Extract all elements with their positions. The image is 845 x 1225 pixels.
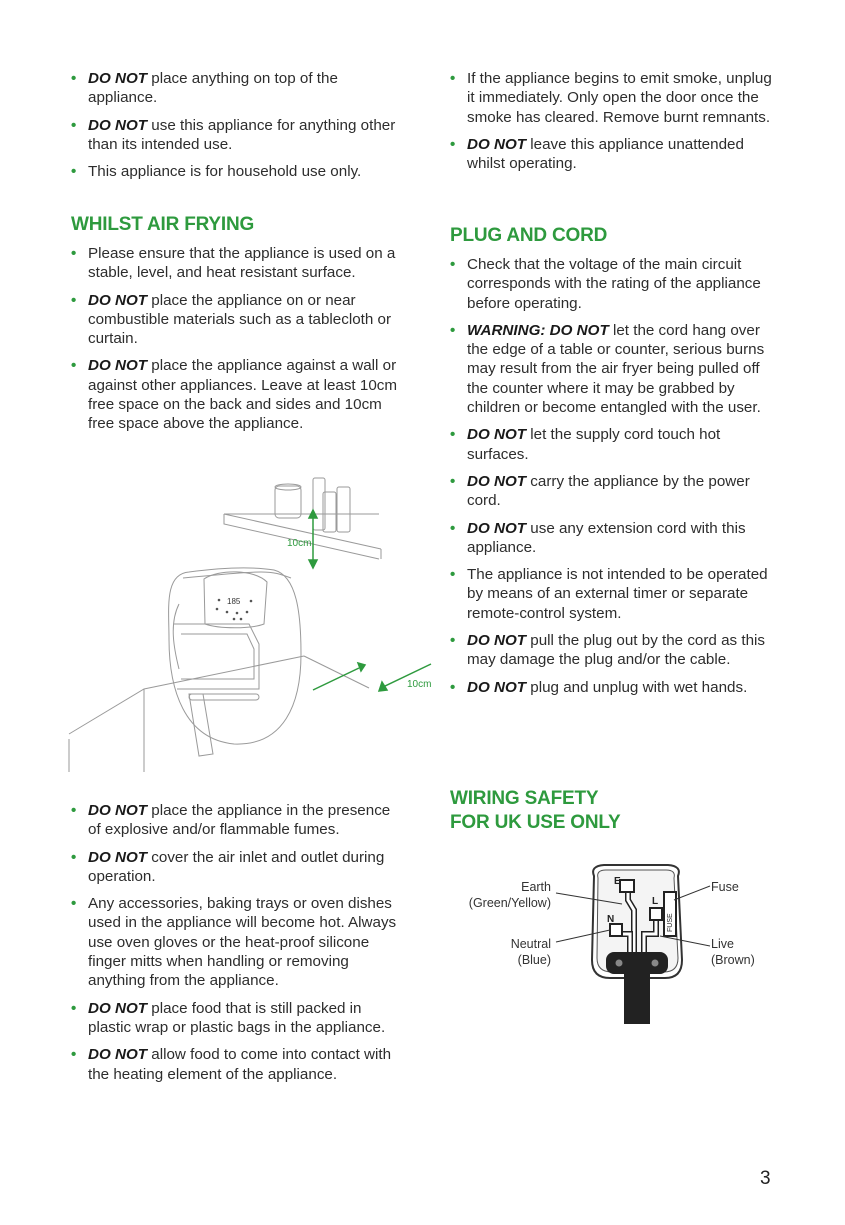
emphasis-text: DO NOT <box>88 357 148 375</box>
bullet-item <box>450 255 780 313</box>
bullet-text: pull the plug out by the cord as this may damage the plug and/or the cable. <box>467 632 765 669</box>
bullet-item <box>450 425 780 464</box>
bullet-dot-icon: • <box>450 519 456 537</box>
bullet-dot-icon: • <box>71 895 77 913</box>
emphasis-text: DO NOT <box>467 632 527 650</box>
bullet-item <box>450 631 780 670</box>
bullet-item <box>71 999 406 1038</box>
bullet-dot-icon: • <box>71 1046 77 1064</box>
bullet-text: place the appliance on or near combustible materials such as a tablecloth or curtain. <box>88 291 392 348</box>
heading-for-uk-use-only: FOR UK USE ONLY <box>450 812 621 833</box>
label-earth-color: (Green/Yellow) <box>468 896 551 910</box>
bullet-dot-icon: • <box>71 163 77 181</box>
bullet-item <box>450 135 780 174</box>
bullet-dot-icon: • <box>450 426 456 444</box>
bullet-item <box>71 291 406 349</box>
left-safety-list-c <box>71 801 406 1092</box>
emphasis-text: DO NOT <box>467 519 527 537</box>
bullet-dot-icon: • <box>450 135 456 153</box>
label-fuse: Fuse <box>711 880 739 894</box>
label-neutral: Neutral <box>510 937 551 951</box>
bullet-text: carry the appliance by the power cord. <box>467 472 750 510</box>
bullet-item <box>71 1045 406 1084</box>
fuse-body-label: FUSE <box>667 913 674 932</box>
bullet-item <box>71 162 406 181</box>
page-number: 3 <box>760 1168 771 1189</box>
bullet-dot-icon: • <box>71 291 77 309</box>
uk-plug-wiring-diagram <box>460 860 780 1025</box>
label-live: Live <box>711 937 734 951</box>
bullet-text: allow food to come into contact with the heating element of the appliance. <box>88 1046 392 1083</box>
bullet-dot-icon: • <box>71 848 77 866</box>
emphasis-text: DO NOT <box>467 135 527 153</box>
heading-plug-and-cord: PLUG AND CORD <box>450 225 608 246</box>
bullet-item <box>450 519 780 558</box>
bullet-item <box>71 244 406 283</box>
left-safety-list-a <box>71 69 406 189</box>
bullet-dot-icon: • <box>71 802 77 819</box>
bullet-item <box>71 894 406 990</box>
bullet-item <box>450 565 780 623</box>
emphasis-text: DO NOT <box>88 116 148 134</box>
label-live-color: (Brown) <box>711 953 755 967</box>
display-readout: 185 <box>227 597 241 606</box>
emphasis-text: DO NOT <box>88 802 148 819</box>
bullet-dot-icon: • <box>71 70 77 87</box>
emphasis-text: DO NOT <box>88 291 148 309</box>
bullet-text: Check that the voltage of the main circuit corresponds with the rating of the appliance before operating. <box>467 256 761 312</box>
pin-earth-letter: E <box>614 876 621 887</box>
bullet-dot-icon: • <box>71 999 77 1017</box>
emphasis-text: DO NOT <box>88 999 148 1017</box>
bullet-text: The appliance is not intended to be operated by means of an external timer or separate remote-control system. <box>467 566 768 622</box>
bullet-text: cover the air inlet and outlet during operation. <box>88 848 385 885</box>
bullet-text: place the appliance in the presence of explosive and/or flammable fumes. <box>88 802 391 839</box>
whilst-air-frying-list <box>71 244 406 442</box>
bullet-text: use this appliance for anything other than its intended use. <box>88 116 396 153</box>
bullet-text: let the supply cord touch hot surfaces. <box>467 426 721 463</box>
emphasis-text: DO NOT <box>467 678 527 696</box>
heading-wiring-safety: WIRING SAFETY <box>450 788 599 809</box>
pin-live-letter: L <box>652 896 659 907</box>
plug-and-cord-list <box>450 255 780 705</box>
label-earth: Earth <box>521 880 551 894</box>
right-safety-list-a <box>450 69 780 181</box>
bullet-text: Any accessories, baking trays or oven dishes used in the appliance will become hot. Always use oven gloves or the heat-proof silicone finger mitts when handling or removing anything from the appliance. <box>88 895 397 990</box>
bullet-item <box>450 69 780 127</box>
bullet-dot-icon: • <box>450 678 456 696</box>
bullet-text: place food that is still packed in plastic wrap or plastic bags in the appliance. <box>88 999 386 1036</box>
bullet-dot-icon: • <box>71 245 77 262</box>
bullet-item <box>71 69 406 108</box>
heading-whilst-air-frying: WHILST AIR FRYING <box>71 214 255 235</box>
clearance-label-side: 10cm <box>407 679 432 690</box>
bullet-text: If the appliance begins to emit smoke, unplug it immediately. Only open the door once the smoke has cleared. Remove burnt remnants. <box>467 70 772 126</box>
emphasis-text: WARNING: DO NOT <box>467 321 609 339</box>
emphasis-text: DO NOT <box>88 848 148 866</box>
bullet-text: Please ensure that the appliance is used on a stable, level, and heat resistant surface. <box>88 245 396 282</box>
bullet-dot-icon: • <box>450 472 456 490</box>
air-fryer-clearance-illustration <box>69 474 432 774</box>
bullet-text: leave this appliance unattended whilst operating. <box>467 135 744 173</box>
side-clearance-arrow <box>309 660 369 700</box>
bullet-dot-icon: • <box>450 566 456 584</box>
emphasis-text: DO NOT <box>88 70 148 87</box>
bullet-text: plug and unplug with wet hands. <box>526 678 748 696</box>
bullet-text: let the cord hang over the edge of a table or counter, serious burns may result from the air fryer being pulled off the counter where it may be grabbed by children or become entangled with the user. <box>467 321 765 417</box>
emphasis-text: DO NOT <box>467 472 527 490</box>
bullet-dot-icon: • <box>450 70 456 87</box>
pin-neutral-letter: N <box>607 914 615 925</box>
bullet-dot-icon: • <box>71 357 77 375</box>
bullet-text: place the appliance against a wall or against other appliances. Leave at least 10cm free space on the back and sides and 10cm free space above the appliance. <box>88 357 398 433</box>
bullet-dot-icon: • <box>450 321 456 339</box>
bullet-text: This appliance is for household use only. <box>88 163 362 181</box>
bullet-item <box>71 848 406 887</box>
bullet-item <box>71 356 406 433</box>
bullet-dot-icon: • <box>450 632 456 650</box>
bullet-item <box>450 678 780 697</box>
label-neutral-color: (Blue) <box>517 953 551 967</box>
bullet-item <box>71 116 406 155</box>
bullet-dot-icon: • <box>450 256 456 273</box>
bullet-item <box>71 801 406 840</box>
bullet-item <box>450 321 780 417</box>
emphasis-text: DO NOT <box>467 426 527 444</box>
emphasis-text: DO NOT <box>88 1046 148 1064</box>
bullet-text: place anything on top of the appliance. <box>88 70 338 107</box>
clearance-label-top: 10cm <box>287 538 312 549</box>
bullet-item <box>450 472 780 511</box>
bullet-dot-icon: • <box>71 116 77 134</box>
bullet-text: use any extension cord with this appliance. <box>467 519 746 556</box>
